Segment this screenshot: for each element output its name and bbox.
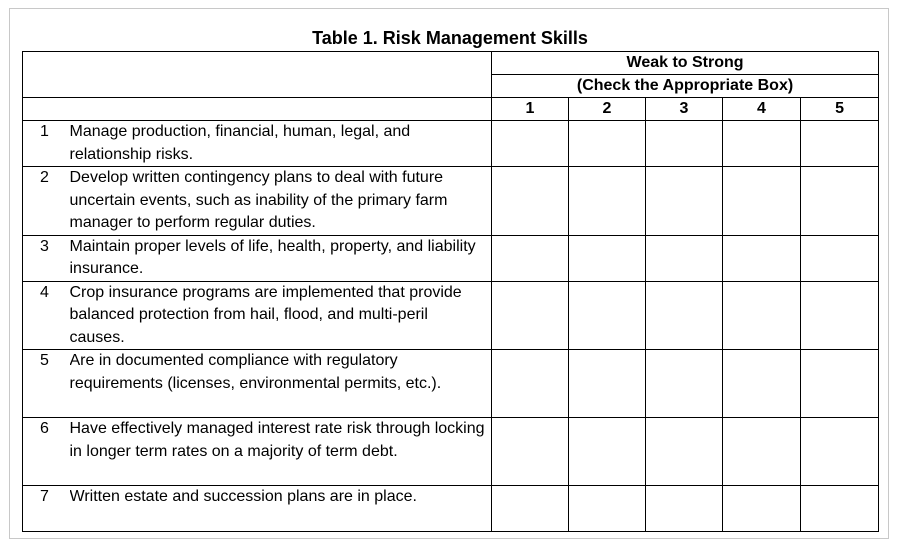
item-number: 4 xyxy=(23,281,70,350)
scale-header-title: Weak to Strong xyxy=(492,52,878,75)
rating-box-2[interactable] xyxy=(569,167,646,236)
rating-box-5[interactable] xyxy=(801,486,879,532)
rating-box-3[interactable] xyxy=(646,121,723,167)
item-text: Written estate and succession plans are in place. xyxy=(70,486,492,532)
scale-blank-cell xyxy=(23,98,492,121)
header-row xyxy=(23,52,879,98)
table-row xyxy=(23,281,879,350)
rating-box-5[interactable] xyxy=(801,235,879,281)
table-row xyxy=(23,418,879,486)
item-text: Crop insurance programs are implemented that provide balanced protection from hail, flood, and multi-peril causes. xyxy=(70,281,492,350)
header-blank-cell xyxy=(23,52,492,98)
scale-label-4: 4 xyxy=(723,98,801,121)
item-text: Are in documented compliance with regulatory requirements (licenses, environmental permits, etc.). xyxy=(70,350,492,418)
rating-box-4[interactable] xyxy=(723,121,801,167)
rating-box-2[interactable] xyxy=(569,486,646,532)
scale-label-3: 3 xyxy=(646,98,723,121)
table-title: Table 1. Risk Management Skills xyxy=(312,28,588,48)
rating-box-1[interactable] xyxy=(492,121,569,167)
item-number: 2 xyxy=(23,167,70,236)
rating-box-2[interactable] xyxy=(569,281,646,350)
rating-box-5[interactable] xyxy=(801,167,879,236)
rating-box-1[interactable] xyxy=(492,486,569,532)
table-row xyxy=(23,350,879,418)
item-text: Have effectively managed interest rate risk through locking in longer term rates on a majority of term debt. xyxy=(70,418,492,486)
table-row xyxy=(23,486,879,532)
rating-box-2[interactable] xyxy=(569,235,646,281)
item-text: Manage production, financial, human, legal, and relationship risks. xyxy=(70,121,492,167)
rating-box-5[interactable] xyxy=(801,418,879,486)
table-row xyxy=(23,235,879,281)
rating-box-2[interactable] xyxy=(569,121,646,167)
rating-box-2[interactable] xyxy=(569,350,646,418)
table-row xyxy=(23,167,879,236)
rating-box-1[interactable] xyxy=(492,418,569,486)
scale-label-5: 5 xyxy=(801,98,879,121)
item-number: 5 xyxy=(23,350,70,418)
scale-header-subtitle: (Check the Appropriate Box) xyxy=(576,77,794,94)
item-number: 1 xyxy=(23,121,70,167)
item-text: Develop written contingency plans to deal with future uncertain events, such as inability of the primary farm manager to perform regular duties. xyxy=(70,167,492,236)
rating-box-1[interactable] xyxy=(492,350,569,418)
rating-box-1[interactable] xyxy=(492,235,569,281)
rating-box-4[interactable] xyxy=(723,167,801,236)
table-row xyxy=(23,121,879,167)
rating-box-3[interactable] xyxy=(646,486,723,532)
scale-label-1: 1 xyxy=(492,98,569,121)
rating-box-3[interactable] xyxy=(646,235,723,281)
rating-box-2[interactable] xyxy=(569,418,646,486)
rating-box-3[interactable] xyxy=(646,350,723,418)
rating-box-3[interactable] xyxy=(646,418,723,486)
rating-box-1[interactable] xyxy=(492,281,569,350)
rating-box-4[interactable] xyxy=(723,418,801,486)
scale-header-cell xyxy=(492,52,879,98)
rating-box-1[interactable] xyxy=(492,167,569,236)
rating-box-5[interactable] xyxy=(801,121,879,167)
rating-box-5[interactable] xyxy=(801,281,879,350)
item-number: 6 xyxy=(23,418,70,486)
rating-box-5[interactable] xyxy=(801,350,879,418)
rating-box-4[interactable] xyxy=(723,281,801,350)
item-text: Maintain proper levels of life, health, property, and liability insurance. xyxy=(70,235,492,281)
item-number: 3 xyxy=(23,235,70,281)
scale-row xyxy=(23,98,879,121)
rating-box-4[interactable] xyxy=(723,350,801,418)
rating-box-3[interactable] xyxy=(646,167,723,236)
rating-box-3[interactable] xyxy=(646,281,723,350)
rating-box-4[interactable] xyxy=(723,235,801,281)
risk-management-table xyxy=(22,51,879,532)
item-number: 7 xyxy=(23,486,70,532)
rating-box-4[interactable] xyxy=(723,486,801,532)
scale-label-2: 2 xyxy=(569,98,646,121)
